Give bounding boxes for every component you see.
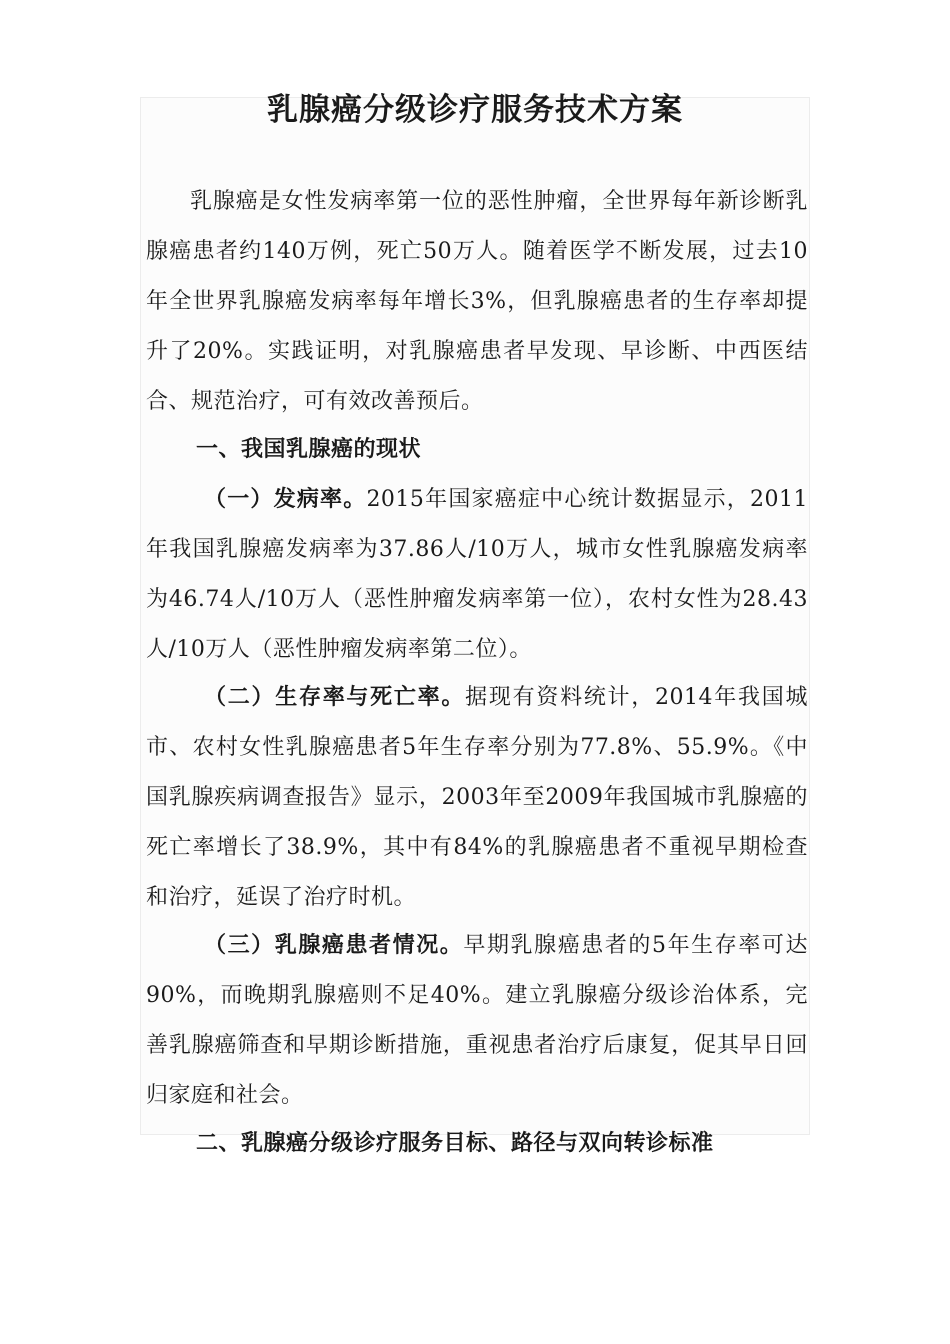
- survival-mortality-paragraph: [146, 673, 808, 923]
- patient-status-lead: （三）乳腺癌患者情况。: [204, 933, 464, 958]
- section-2-heading: 二、乳腺癌分级诊疗服务目标、路径与双向转诊标准: [196, 1131, 714, 1156]
- survival-mortality-lead: （二）生存率与死亡率。: [204, 685, 466, 710]
- incidence-body: 2015年国家癌症中心统计数据显示，2011年我国乳腺癌发病率为37.86人/10万人，城市女性乳腺癌发病率为46.74人/10万人（恶性肿瘤发病率第一位），农村女性为28.43人/10万人（恶性肿瘤发病率第二位）。: [146, 487, 808, 662]
- intro-paragraph: 乳腺癌是女性发病率第一位的恶性肿瘤，全世界每年新诊断乳腺癌患者约140万例，死亡50万人。随着医学不断发展，过去10年全世界乳腺癌发病率每年增长3%，但乳腺癌患者的生存率却提升了20%。实践证明，对乳腺癌患者早发现、早诊断、中西医结合、规范治疗，可有效改善预后。: [146, 189, 808, 414]
- patient-status-body: 早期乳腺癌患者的5年生存率可达90%，而晚期乳腺癌则不足40%。建立乳腺癌分级诊治体系，完善乳腺癌筛查和早期诊断措施，重视患者治疗后康复，促其早日回归家庭和社会。: [146, 933, 808, 1108]
- patient-status-paragraph: [146, 921, 808, 1121]
- incidence-lead: （一）发病率。: [204, 487, 367, 512]
- survival-mortality-body: 据现有资料统计，2014年我国城市、农村女性乳腺癌患者5年生存率分别为77.8%、55.9%。《中国乳腺疾病调查报告》显示，2003年至2009年我国城市乳腺癌的死亡率增长了38.9%，其中有84%的乳腺癌患者不重视早期检查和治疗，延误了治疗时机。: [146, 685, 808, 910]
- incidence-paragraph: [146, 475, 808, 675]
- document-title: 乳腺癌分级诊疗服务技术方案: [267, 92, 683, 128]
- section-1-heading: 一、我国乳腺癌的现状: [196, 437, 422, 462]
